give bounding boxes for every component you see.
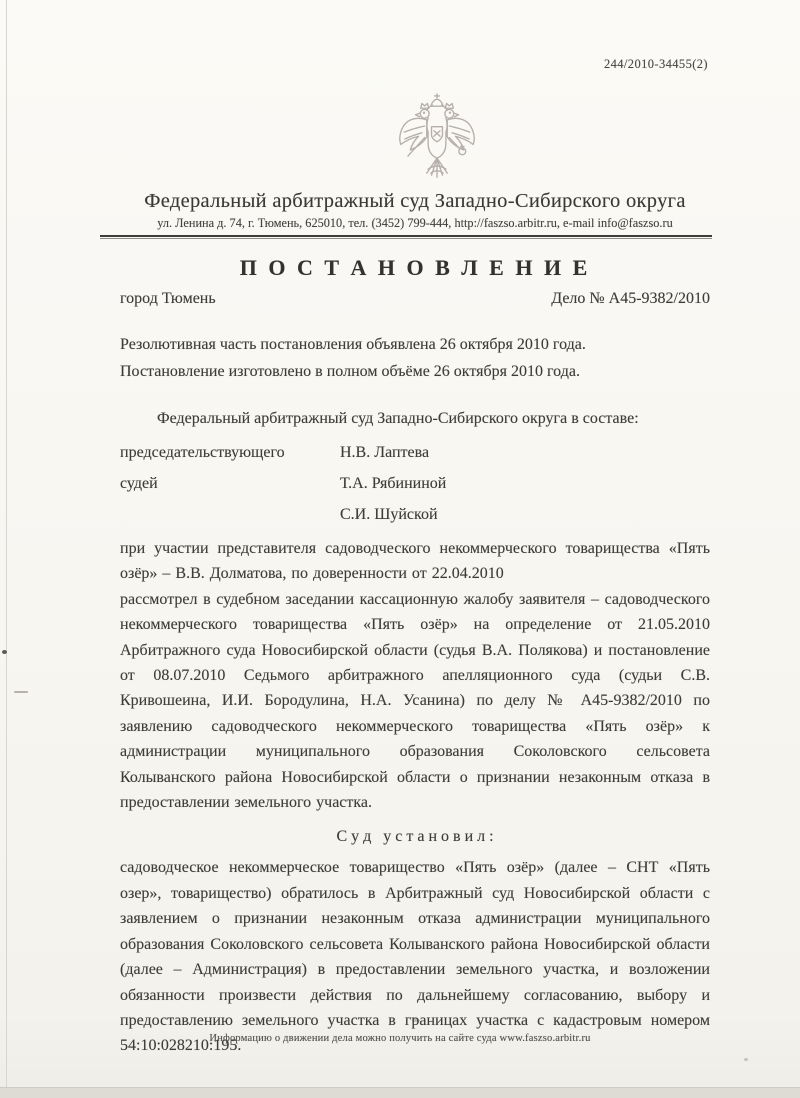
scan-artifact [14, 691, 28, 693]
court-name: Федеральный арбитражный суд Западно-Сибирского округа [144, 190, 686, 212]
court-established-heading: С у д у с т а н о в и л : [336, 828, 494, 846]
case-review-paragraph: рассмотрел в судебном заседании кассационную жалобу заявителя – садоводческого некоммерческого товарищества «Пять озёр» на определение от 21.05.2010 Арбитражного суда Новосибирской области (судья В.А. Полякова) и постановление от 08.07.2010 Седьмого арбитражного апелляционного суда (судьи С.В. Кривошеина, И.И. Бородулина, Н.А. Усанина) по делу № А45-9382/2010 по заявлению садоводческого некоммерческого товарищества «Пять озёр» к администрации муниципального образования Соколовского сельсовета Колыванского района Новосибирской области о признании незаконным отказа в предоставлении земельного участка. [120, 590, 710, 812]
court-composition-intro: Федеральный арбитражный суд Западно-Сибирского округа в составе: [157, 410, 639, 427]
footer-note: Информацию о движении дела можно получить на сайте суда www.faszso.arbitr.ru [209, 1033, 591, 1044]
case-number: Дело № А45-9382/2010 [551, 290, 710, 307]
composition-row [120, 437, 710, 468]
composition-role: председательствующего [120, 444, 285, 461]
document-title: П О С Т А Н О В Л Е Н И Е [239, 255, 591, 280]
facts-paragraph: садоводческое некоммерческое товарищество «Пять озёр» (далее – СНТ «Пять озер», товарищество) обратилось в Арбитражный суд Новосибирской области с заявлением о признании незаконным отказа администрации муниципального образования Соколовского сельсовета Колыванского района Новосибирской области (далее – Администрация) в предоставлении земельного участка, и возложении обязанности произвести действия по дальнейшему согласованию, выбору и предоставлению земельного участка в границах участка с кадастровым номером 54:10:028210:195. [120, 859, 710, 1055]
scan-artifact [744, 1058, 748, 1061]
header-divider [100, 235, 712, 240]
scan-edge-bottom [0, 1087, 800, 1098]
scan-artifact [2, 650, 7, 654]
made-in-full-line: Постановление изготовлено в полном объёме 26 октября 2010 года. [120, 363, 580, 380]
resolution-announced-line: Резолютивная часть постановления объявлена 26 октября 2010 года. [120, 336, 586, 353]
scan-edge-left [6, 0, 7, 1098]
coat-of-arms-icon [142, 90, 732, 188]
composition-row [120, 499, 710, 530]
composition-role [120, 499, 340, 530]
composition-row [120, 468, 710, 499]
judge-name: Т.А. Рябининой [340, 475, 447, 492]
judge-name: Н.В. Лаптева [340, 444, 430, 461]
document-number: 244/2010-34455(2) [603, 57, 708, 71]
city-label: город Тюмень [120, 290, 216, 307]
party-participation-paragraph: при участии представителя садоводческого некоммерческого товарищества «Пять озёр» – В.В. Долматова, по доверенности от 22.04.2010 [120, 540, 710, 583]
court-composition-table [120, 437, 710, 530]
court-address: ул. Ленина д. 74, г. Тюмень, 625010, тел. (3452) 799-444, http://faszso.arbitr.ru, e-mail info@faszso.ru [157, 216, 673, 230]
composition-role: судей [120, 475, 158, 492]
judge-name: С.И. Шуйской [340, 506, 438, 523]
